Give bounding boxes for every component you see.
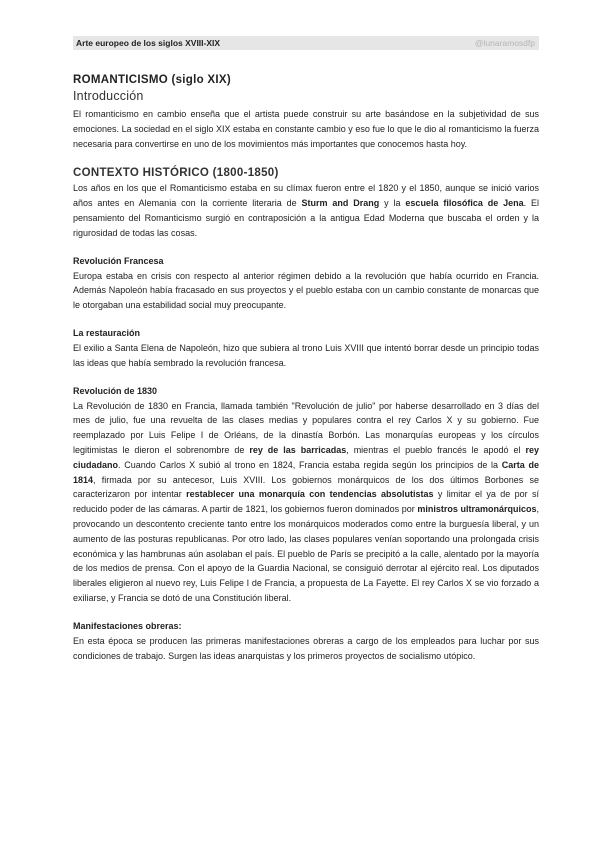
page-header: [73, 36, 539, 50]
carta-1814-bold: Carta de 1814: [73, 459, 539, 485]
ministros-ultramonarquicos-bold: ministros ultramonárquicos: [417, 504, 537, 515]
revolucion-francesa-heading: Revolución Francesa: [73, 255, 164, 266]
revolucion-1830-heading: Revolución de 1830: [73, 385, 158, 396]
escuela-jena-bold: escuela filosófica de Jena: [405, 198, 524, 209]
revolucion-1830-paragraph: La Revolución de 1830 en Francia, llamada también "Revolución de julio" por haberse desarrollado en 3 días del mes de julio, fue una revuelta de las clases medias y populares contra el rey Carlos X y su gobierno. Fue reemplazado por Luis Felipe I de Orléans, de la dinastía Borbón. Las monarquías europeas y los círculos legitimistas le dieron el sobrenombre de rey de las barricadas, mientras el pueblo francés le apodó el rey ciudadano. Cuando Carlos X subió al trono en 1824, Francia estaba regida según los principios de la Carta de 1814, firmada por su antecesor, Luis XVIII. Los gobiernos monárquicos de los dos últimos Borbones se caracterizaron por intentar restablecer una monarquía con tendencias absolutistas y limitar el ya de por sí reducido poder de las cámaras. A partir de 1821, los gobiernos fueron dominados por ministros ultramonárquicos, provocando un descontento creciente tanto entre los monárquicos moderados como entre la burguesía liberal, y un aumento de las posturas republicanas. Por otro lado, las clases populares venían soportando una prolongada crisis económica y las hambrunas aún asolaban el país. El pueblo de París se precipitó a la calle, alentado por la mayoría de los medios de prensa. Con el apoyo de la Guardia Nacional, se consiguió derrotar al ejército real. Los diputados liberales eligieron al nuevo rey, Luis Felipe I de Francia, a propuesta de La Fayette. El rey Carlos X se vio forzado a exiliarse, y Francia se dotó de una Constitución liberal.: [73, 400, 540, 603]
monarquia-absolutista-bold: restablecer una monarquía con tendencias absolutistas: [186, 489, 434, 500]
section-contexto-heading: CONTEXTO HISTÓRICO (1800-1850): [73, 167, 279, 180]
revolucion-francesa-paragraph: Europa estaba en crisis con respecto al anterior régimen debido a la revolución que había ocurrido en Francia. Además Napoleón había fracasado en sus proyectos y el pueblo estaba con un cambio constante de monarcas que le otorgaban una estabilidad social muy preocupante.: [73, 270, 539, 311]
document-title: ROMANTICISMO (siglo XIX): [73, 74, 231, 86]
contexto-paragraph: Los años en los que el Romanticismo estaba en su clímax fueron entre el 1820 y el 1850, aunque se inició varios años antes en Alemania con la corriente literaria de Sturm and Drang y la escuela filosófica de Jena. El pensamiento del Romanticismo surgió en contraposición a la antigua Edad Moderna que buscaba el orden y la rigurosidad de todas las cosas.: [73, 183, 539, 238]
header-author-handle: @lunaramosdfp: [474, 38, 535, 48]
rey-barricadas-bold: rey de las barricadas: [249, 444, 347, 455]
rey-ciudadano-bold: rey ciudadano: [73, 444, 539, 470]
restauracion-paragraph: El exilio a Santa Elena de Napoleón, hizo que subiera al trono Luis XVIII que intentó borrar desde un principio todas las ideas que había sembrado la revolución francesa.: [73, 342, 539, 368]
document-body: [73, 72, 539, 663]
restauracion-heading: La restauración: [73, 327, 141, 338]
sturm-drang-bold: Sturm and Drang: [301, 198, 380, 209]
manifestaciones-paragraph: En esta época se producen las primeras manifestaciones obreras a cargo de los empleados para luchar por sus condiciones de trabajo. Surgen las ideas anarquistas y los primeros proyectos de socialismo utópico.: [73, 635, 539, 661]
manifestaciones-heading: Manifestaciones obreras:: [73, 620, 182, 631]
header-course-title: Arte europeo de los siglos XVIII-XIX: [76, 38, 221, 48]
intro-paragraph: El romanticismo en cambio enseña que el artista puede construir su arte basándose en la subjetividad de sus emociones. La sociedad en el siglo XIX estaba en constante cambio y eso fue lo que le dio al romanticismo la fuerza necesaria para convertirse en uno de los movimientos más importantes que conocemos hasta hoy.: [73, 109, 539, 149]
section-introduccion-heading: Introducción: [73, 89, 144, 103]
